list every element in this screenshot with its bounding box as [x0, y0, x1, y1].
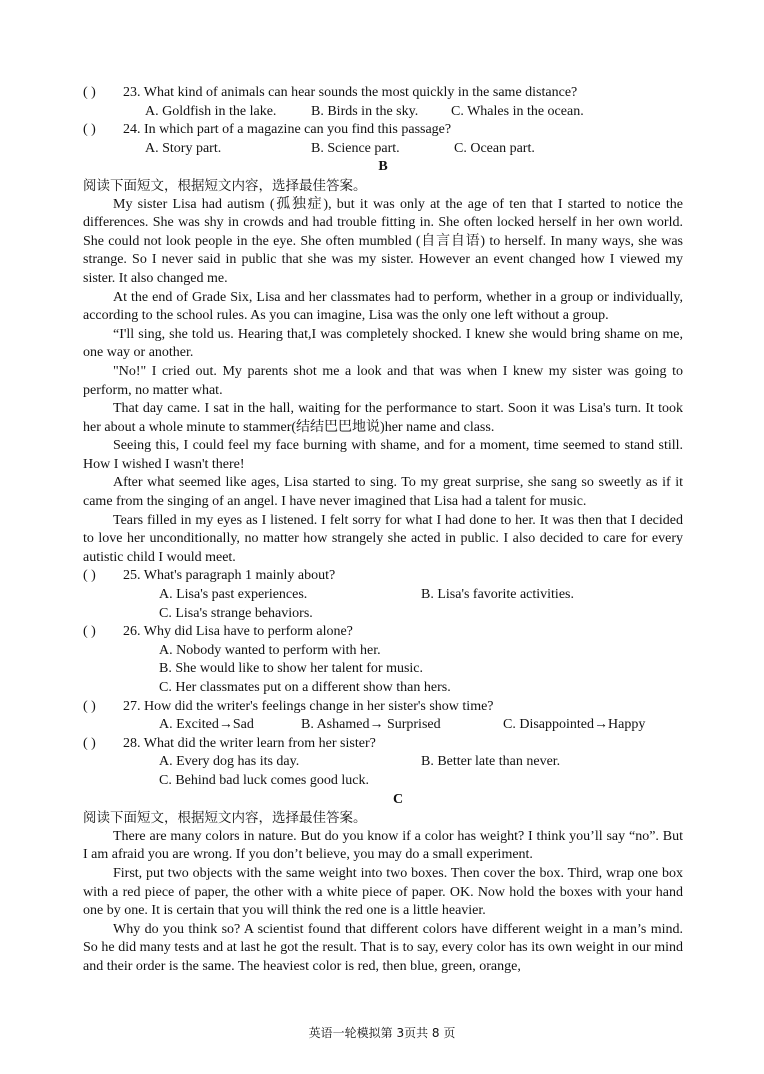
section-c-instruction: 阅读下面短文，根据短文内容，选择最佳答案。	[83, 810, 367, 827]
option-c: C. Behind bad luck comes good luck.	[159, 772, 369, 788]
question-text: 23. What kind of animals can hear sounds the most quickly in the same distance?	[123, 85, 578, 100]
passage-b-paragraph-3: “I'll sing, she told us. Hearing that,I was completely shocked. I knew she would bring shame on me, one way or another.	[83, 326, 683, 361]
section-b-heading: B	[378, 159, 388, 175]
question-text: 25. What's paragraph 1 mainly about?	[123, 568, 336, 584]
answer-blank: ( )	[83, 122, 96, 138]
passage-b-paragraph-1: My sister Lisa had autism (孤独症), but it was only at the age of ten that I started to notice the differences. She was shy in crowds and had trouble fitting in. She often locked herself in her own world. She could not look people in the eye. She often mumbled (自言自语) to herself. In many ways, she was strange. So I never said in public that she was my sister. However an event changed how I viewed my sister. It also changed me.	[83, 196, 683, 286]
option-a: A. Lisa's past experiences.	[159, 587, 308, 603]
question-28-options-2	[83, 772, 683, 791]
question-23-options	[83, 103, 683, 122]
question-24-options	[83, 140, 683, 159]
answer-blank: ( )	[83, 568, 96, 584]
answer-blank: ( )	[83, 624, 96, 640]
question-text: 26. Why did Lisa have to perform alone?	[123, 624, 353, 640]
option-c: C. Lisa's strange behaviors.	[159, 605, 313, 621]
question-28	[83, 735, 683, 754]
answer-blank: ( )	[83, 735, 96, 751]
option-b: B. She would like to show her talent for music.	[159, 661, 424, 677]
question-28-options	[83, 753, 683, 772]
question-26-option-b	[83, 660, 683, 679]
passage-b-paragraph-7: After what seemed like ages, Lisa started to sing. To my great surprise, she sang so sweetly as if it came from the singing of an angel. I have never imagined that Lisa had a talent for music.	[83, 475, 683, 510]
option-b: B. Ashamed→ Surprised	[301, 717, 441, 733]
section-b-instruction: 阅读下面短文，根据短文内容，选择最佳答案。	[83, 177, 367, 194]
option-a: A. Excited→Sad	[159, 717, 254, 733]
option-b: B. Lisa's favorite activities.	[421, 587, 574, 603]
option-a: A. Nobody wanted to perform with her.	[159, 642, 381, 658]
question-27	[83, 698, 683, 717]
option-a: A. Goldfish in the lake.	[145, 103, 277, 119]
passage-b-paragraph-2: At the end of Grade Six, Lisa and her classmates had to perform, whether in a group or individually, according to the school rules. As you can imagine, Lisa was the only one left without a group.	[83, 289, 683, 324]
page-footer: 英语一轮模拟第 3页共 8 页	[308, 1026, 456, 1040]
answer-blank: ( )	[83, 698, 96, 714]
question-25	[83, 567, 683, 586]
option-a: A. Story part.	[145, 140, 222, 156]
question-text: 27. How did the writer's feelings change in her sister's show time?	[123, 698, 494, 714]
option-b: B. Science part.	[311, 140, 400, 156]
option-a: A. Every dog has its day.	[159, 754, 300, 770]
option-c: C. Whales in the ocean.	[451, 103, 584, 119]
passage-b-paragraph-8: Tears filled in my eyes as I listened. I felt sorry for what I had done to her. It was then that I decided to love her unconditionally, no matter how strangely she acted in public. I also decided to care for every autistic child I would meet.	[83, 512, 683, 565]
passage-b-paragraph-4: "No!" I cried out. My parents shot me a look and that was when I knew my sister was going to perform, no matter what.	[83, 363, 683, 398]
option-c: C. Her classmates put on a different show than hers.	[159, 680, 451, 695]
section-c-heading: C	[392, 791, 404, 807]
question-25-options-2	[83, 605, 683, 624]
passage-c-paragraph-3: Why do you think so? A scientist found that different colors have different weight in a man’s mind. So he did many tests and at last he got the result. That is to say, every color has its own weight in our mind and their order is the same. The heaviest color is red, then blue, green, orange,	[83, 921, 683, 974]
answer-blank: ( )	[83, 85, 96, 100]
question-text: 24. In which part of a magazine can you find this passage?	[123, 122, 452, 138]
option-b: B. Better late than never.	[421, 754, 561, 770]
option-c: C. Disappointed→Happy	[503, 717, 646, 733]
question-27-options	[83, 716, 683, 735]
passage-b-paragraph-5: That day came. I sat in the hall, waiting for the performance to start. Soon it was Lisa's turn. It took her about a whole minute to stammer(结结巴巴地说)her name and class.	[83, 401, 683, 435]
question-23	[83, 84, 683, 103]
passage-c-paragraph-2: First, put two objects with the same weight into two boxes. Then cover the box. Third, wrap one box with a red piece of paper, the other with a white piece of paper. OK. Now hold the boxes with your hand one by one. It is certain that you will think the red one is a little heavier.	[83, 865, 683, 919]
question-26	[83, 623, 683, 642]
option-c: C. Ocean part.	[454, 140, 535, 156]
page-content	[83, 84, 683, 977]
question-26-option-c	[83, 679, 683, 698]
passage-c-paragraph-1: There are many colors in nature. But do you know if a color has weight? I think you’ll say “no”. But I am afraid you are wrong. If you don’t believe, you may do a small experiment.	[83, 828, 683, 863]
option-b: B. Birds in the sky.	[311, 103, 419, 119]
question-26-option-a	[83, 642, 683, 661]
question-text: 28. What did the writer learn from her sister?	[123, 735, 376, 751]
question-24	[83, 121, 683, 140]
passage-b-paragraph-6: Seeing this, I could feel my face burning with shame, and for a moment, time seemed to stand still. How I wished I wasn't there!	[83, 438, 683, 472]
question-25-options	[83, 586, 683, 605]
